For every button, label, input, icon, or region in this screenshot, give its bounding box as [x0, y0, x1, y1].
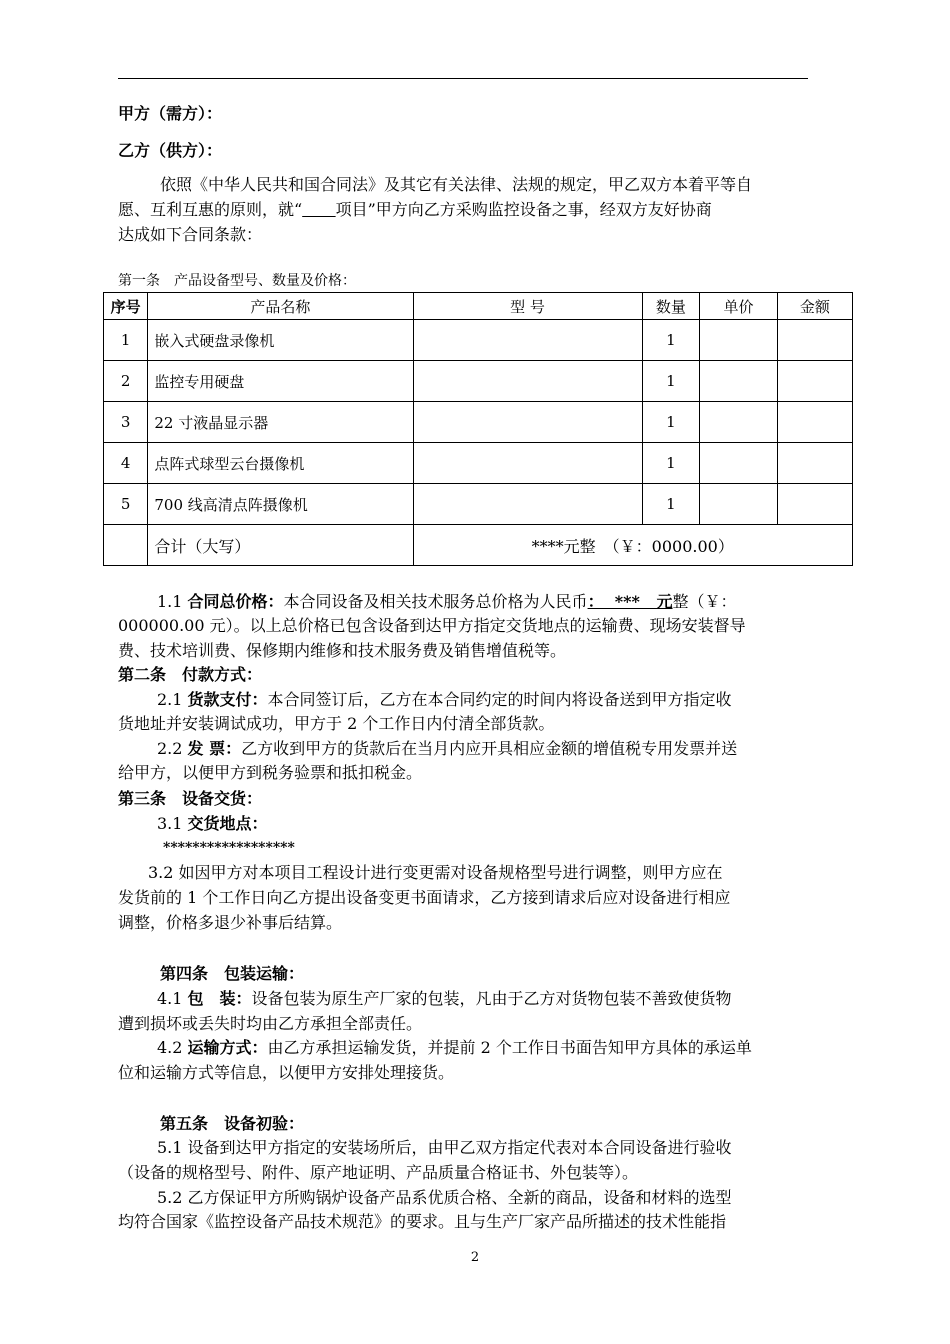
delivery-address-placeholder: ******************: [163, 840, 295, 856]
row-price: [700, 320, 777, 361]
clause-1-1-line-3: 费、技术培训费、保修期内维修和技术服务费及销售增值税等。: [118, 641, 567, 660]
total-label: 合计（大写）: [148, 525, 413, 566]
intro-line-1: 依照《中华人民共和国合同法》及其它有关法律、法规的规定，甲乙双方本着平等自: [160, 175, 753, 194]
article-5-title: 第五条 设备初验：: [160, 1114, 305, 1133]
row-price: [700, 361, 777, 402]
clause-4-1: 4.1 包 装：设备包装为原生产厂家的包装，凡由于乙方对货物包装不善致使货物: [157, 989, 732, 1008]
header-name: 产品名称: [148, 293, 413, 320]
article-3-title: 第三条 设备交货：: [118, 789, 263, 808]
product-table: [103, 292, 853, 566]
row-seq: 1: [104, 320, 148, 361]
row-price: [700, 443, 777, 484]
header-seq: 序号: [104, 293, 148, 320]
row-price: [700, 484, 777, 525]
total-empty-cell: [104, 525, 148, 566]
clause-5-2-line-1: 5.2 乙方保证甲方所购锅炉设备产品系优质合格、全新的商品，设备和材料的选型: [157, 1188, 732, 1207]
clause-1-1-line-2: 000000.00 元）。以上总价格已包含设备到达甲方指定交货地点的运输费、现场安装督导: [118, 616, 746, 635]
header-price: 单价: [700, 293, 777, 320]
clause-4-2: 4.2 运输方式：由乙方承担运输发货，并提前 2 个工作日书面告知甲方具体的承运单: [157, 1038, 752, 1057]
row-model: [413, 443, 642, 484]
row-name: 监控专用硬盘: [148, 361, 413, 402]
row-qty: 1: [642, 402, 700, 443]
row-amount: [777, 443, 852, 484]
table-total-row: [104, 525, 853, 566]
table-header-row: [104, 293, 853, 320]
header-model: 型 号: [413, 293, 642, 320]
row-qty: 1: [642, 484, 700, 525]
header-amount: 金额: [777, 293, 852, 320]
article-4-title: 第四条 包装运输：: [160, 964, 305, 983]
row-seq: 4: [104, 443, 148, 484]
clause-2-1-line-2: 货地址并安装调试成功，甲方于 2 个工作日内付清全部货款。: [118, 714, 555, 733]
clause-3-2-line-2: 发货前的 1 个工作日向乙方提出设备变更书面请求，乙方接到请求后应对设备进行相应: [118, 888, 731, 907]
clause-2-1: 2.1 货款支付：本合同签订后，乙方在本合同约定的时间内将设备送到甲方指定收: [157, 690, 732, 709]
header-qty: 数量: [642, 293, 700, 320]
row-seq: 5: [104, 484, 148, 525]
row-amount: [777, 320, 852, 361]
row-price: [700, 402, 777, 443]
page-number: 2: [470, 1250, 480, 1265]
row-name: 点阵式球型云台摄像机: [148, 443, 413, 484]
intro-line-2: 愿、互利互惠的原则，就“ 项目”甲方向乙方采购监控设备之事，经双方友好协商: [118, 200, 712, 219]
row-qty: 1: [642, 443, 700, 484]
row-amount: [777, 484, 852, 525]
row-name: 700 线高清点阵摄像机: [148, 484, 413, 525]
clause-3-2-line-1: 3.2 如因甲方对本项目工程设计进行变更需对设备规格型号进行调整，则甲方应在: [148, 863, 723, 882]
clause-5-1-line-1: 5.1 设备到达甲方指定的安装场所后，由甲乙双方指定代表对本合同设备进行验收: [157, 1138, 732, 1157]
table-row: [104, 402, 853, 443]
party-a-label: 甲方（需方）：: [118, 104, 223, 123]
intro-line-3: 达成如下合同条款：: [118, 225, 263, 244]
article-2-title: 第二条 付款方式：: [118, 665, 263, 684]
clause-3-2-line-3: 调整，价格多退少补事后结算。: [118, 913, 343, 932]
row-amount: [777, 402, 852, 443]
clause-3-1: 3.1 交货地点：: [157, 814, 268, 833]
row-model: [413, 361, 642, 402]
table-row: [104, 361, 853, 402]
row-qty: 1: [642, 320, 700, 361]
row-seq: 2: [104, 361, 148, 402]
row-model: [413, 484, 642, 525]
table-row: [104, 443, 853, 484]
party-b-label: 乙方（供方）：: [118, 141, 223, 160]
clause-5-1-line-2: （设备的规格型号、附件、原产地证明、产品质量合格证书、外包装等）。: [118, 1163, 639, 1182]
clause-1-1: 1.1 合同总价格：本合同设备及相关技术服务总价格为人民币： *** 元整（￥：: [157, 592, 737, 611]
total-value: ****元整 （￥：0000.00）: [413, 525, 853, 566]
clause-2-2-line-2: 给甲方，以便甲方到税务验票和抵扣税金。: [118, 763, 423, 782]
row-model: [413, 402, 642, 443]
header-rule: [118, 78, 808, 79]
row-amount: [777, 361, 852, 402]
row-qty: 1: [642, 361, 700, 402]
clause-4-2-line-2: 位和运输方式等信息，以便甲方安排处理接货。: [118, 1063, 455, 1082]
row-seq: 3: [104, 402, 148, 443]
clause-4-1-line-2: 遭到损坏或丢失时均由乙方承担全部责任。: [118, 1014, 423, 1033]
row-model: [413, 320, 642, 361]
table-row: [104, 484, 853, 525]
clause-5-2-line-2: 均符合国家《监控设备产品技术规范》的要求。且与生产厂家产品所描述的技术性能指: [118, 1212, 727, 1231]
table-row: [104, 320, 853, 361]
article-1-title: 第一条 产品设备型号、数量及价格：: [118, 273, 356, 289]
clause-2-2: 2.2 发 票：乙方收到甲方的货款后在当月内应开具相应金额的增值税专用发票并送: [157, 739, 738, 758]
row-name: 22 寸液晶显示器: [148, 402, 413, 443]
row-name: 嵌入式硬盘录像机: [148, 320, 413, 361]
